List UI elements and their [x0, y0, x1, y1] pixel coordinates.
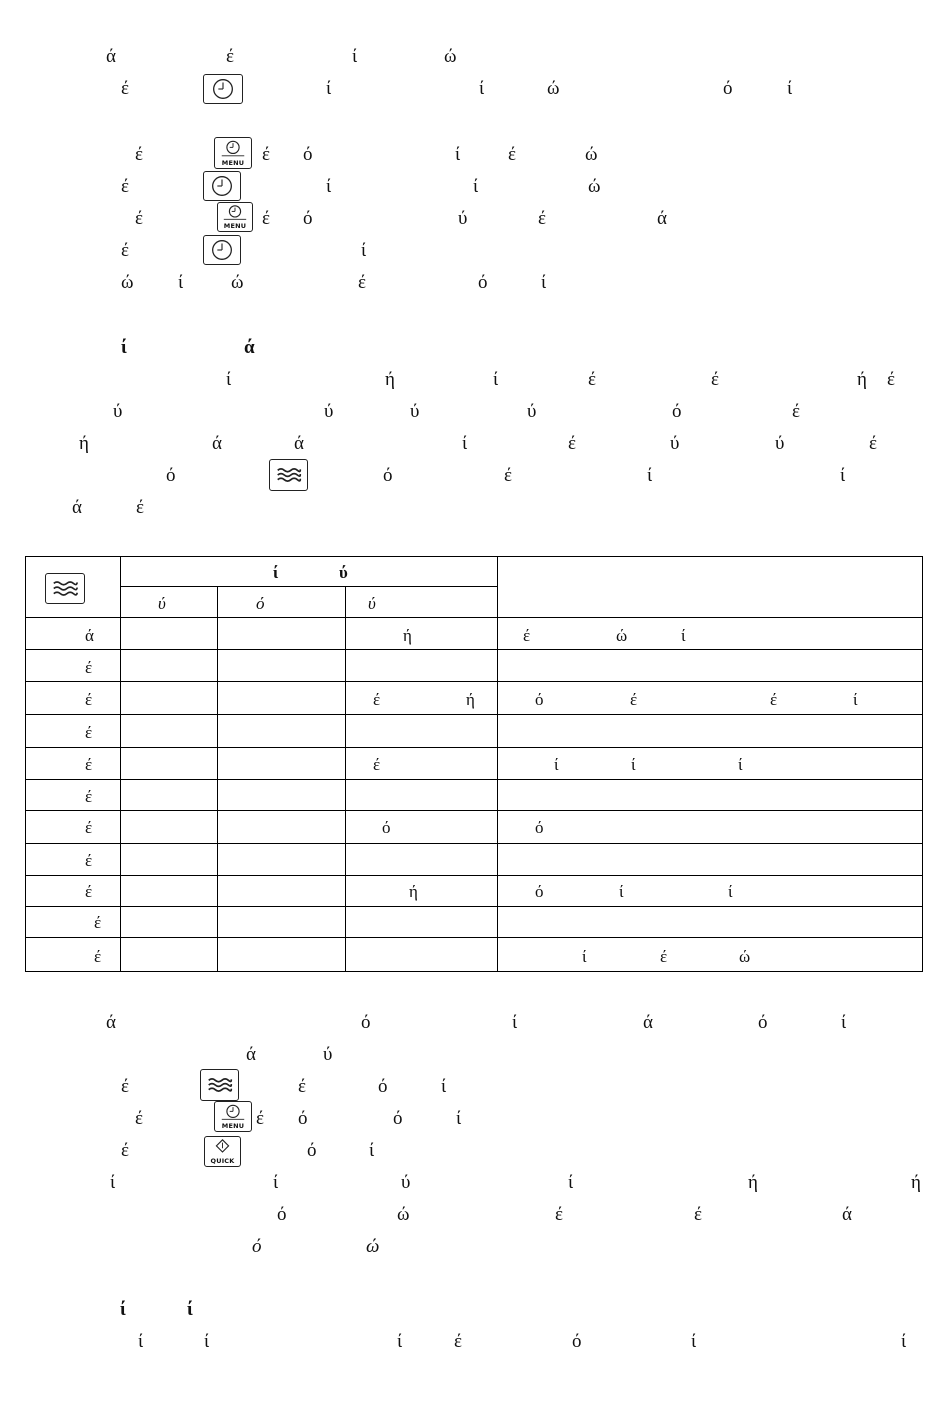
s1-line2: [0, 79, 950, 109]
wave-icon: [269, 459, 308, 491]
text-fragment: έ: [121, 176, 129, 197]
text-fragment: ό: [672, 401, 682, 422]
table-header-group: ί: [273, 563, 279, 582]
text-fragment: ί: [397, 1331, 403, 1352]
text-fragment: ώ: [121, 272, 134, 293]
text-fragment: ά: [212, 433, 222, 454]
text-fragment: ί: [647, 465, 653, 486]
text-fragment: ή: [911, 1172, 921, 1193]
table-cell: ό: [382, 818, 391, 837]
table-cell-mode: έ: [85, 818, 93, 837]
heading-fragment: ί: [120, 1299, 126, 1320]
s2-line1: [0, 370, 950, 400]
text-fragment: ί: [178, 272, 184, 293]
s1-step1: [0, 145, 950, 175]
table-cell: ί: [619, 882, 624, 901]
text-fragment: ό: [166, 465, 176, 486]
s3-step2: [0, 1109, 950, 1139]
table-border-top: [25, 556, 923, 557]
table-cell-mode: έ: [85, 755, 93, 774]
text-fragment: ί: [473, 176, 479, 197]
text-fragment: ά: [106, 46, 116, 67]
table-row-line: [25, 617, 923, 618]
text-fragment: ί: [455, 144, 461, 165]
table-cell: ί: [681, 626, 686, 645]
text-fragment: ί: [568, 1172, 574, 1193]
text-fragment: έ: [454, 1331, 462, 1352]
heading-fragment: ί: [121, 337, 127, 358]
text-fragment: ί: [456, 1108, 462, 1129]
text-fragment: ώ: [397, 1204, 410, 1225]
text-fragment: ί: [691, 1331, 697, 1352]
text-fragment: ά: [643, 1012, 653, 1033]
table-cell: ό: [535, 882, 544, 901]
text-fragment: ό: [361, 1012, 371, 1033]
text-fragment: ώ: [366, 1236, 380, 1257]
text-fragment: ύ: [113, 401, 123, 422]
text-fragment: ά: [842, 1204, 852, 1225]
text-fragment: έ: [358, 272, 366, 293]
table-subheader: ύ: [158, 594, 166, 613]
table-border-right: [922, 556, 923, 972]
s3-step3: [0, 1141, 950, 1171]
text-fragment: έ: [568, 433, 576, 454]
table-row-line: [25, 810, 923, 811]
table-cell: ή: [403, 626, 412, 645]
table-row-line: [25, 649, 923, 650]
table-subheader: ύ: [368, 594, 376, 613]
text-fragment: ί: [787, 78, 793, 99]
s1-step3: [0, 209, 950, 239]
text-fragment: ί: [369, 1140, 375, 1161]
menu-key-label: MENU: [221, 159, 245, 167]
table-cell: έ: [373, 755, 381, 774]
text-fragment: ί: [226, 369, 232, 390]
text-fragment: έ: [508, 144, 516, 165]
text-fragment: ύ: [775, 433, 785, 454]
table-row-line: [25, 843, 923, 844]
s3-line1: [0, 1013, 950, 1043]
text-fragment: ό: [383, 465, 393, 486]
table-border-left: [25, 556, 26, 972]
text-fragment: έ: [711, 369, 719, 390]
s2-line2: [0, 402, 950, 432]
text-fragment: ή: [857, 369, 867, 390]
s2-line5: [0, 498, 950, 528]
cooking-modes-table: [25, 556, 923, 972]
table-col-line: [497, 556, 498, 972]
text-fragment: ύ: [324, 401, 334, 422]
table-header-group: ύ: [339, 563, 348, 582]
s3-para1: [0, 1173, 950, 1203]
text-fragment: ί: [493, 369, 499, 390]
text-fragment: ώ: [444, 46, 457, 67]
s1-step4: [0, 241, 950, 271]
heading-fragment: ί: [187, 1299, 193, 1320]
text-fragment: ί: [273, 1172, 279, 1193]
table-row-line: [25, 937, 923, 938]
text-fragment: ί: [352, 46, 358, 67]
table-cell: ή: [409, 882, 418, 901]
table-cell: ό: [535, 818, 544, 837]
table-cell: έ: [630, 690, 638, 709]
clock-menu-icon: [214, 1101, 252, 1132]
text-fragment: ί: [901, 1331, 907, 1352]
table-cell: ί: [853, 690, 858, 709]
text-fragment: ό: [307, 1140, 317, 1161]
table-cell-mode: έ: [85, 882, 93, 901]
text-fragment: έ: [588, 369, 596, 390]
table-cell-mode: έ: [94, 947, 102, 966]
table-cell-mode: ά: [85, 626, 94, 645]
text-fragment: ό: [723, 78, 733, 99]
table-row-line: [25, 714, 923, 715]
text-fragment: έ: [555, 1204, 563, 1225]
text-fragment: ώ: [547, 78, 560, 99]
clock-icon: [203, 235, 241, 265]
clock-icon: [203, 171, 241, 201]
table-subheader: ό: [256, 594, 265, 613]
s2-heading: [0, 338, 950, 368]
quick-key-label: QUICK: [210, 1157, 235, 1165]
s3-para3: [0, 1237, 950, 1267]
wave-icon: [200, 1069, 239, 1101]
text-fragment: ύ: [670, 433, 680, 454]
text-fragment: ά: [246, 1044, 256, 1065]
text-fragment: ί: [326, 78, 332, 99]
text-fragment: έ: [135, 208, 143, 229]
table-cell: έ: [660, 947, 668, 966]
text-fragment: έ: [792, 401, 800, 422]
heading-fragment: ά: [244, 337, 255, 358]
table-cell: ί: [554, 755, 559, 774]
table-row-line: [25, 747, 923, 748]
text-fragment: έ: [538, 208, 546, 229]
clock-icon: [203, 74, 243, 104]
text-fragment: ό: [298, 1108, 308, 1129]
table-cell-mode: έ: [94, 913, 102, 932]
table-cell: ώ: [616, 626, 628, 645]
text-fragment: ί: [841, 1012, 847, 1033]
text-fragment: ό: [572, 1331, 582, 1352]
s3-step1: [0, 1077, 950, 1107]
text-fragment: ώ: [585, 144, 598, 165]
table-cell: ί: [582, 947, 587, 966]
text-fragment: ί: [512, 1012, 518, 1033]
table-cell: ό: [535, 690, 544, 709]
s1-step2: [0, 177, 950, 207]
table-row-line: [25, 906, 923, 907]
text-fragment: ώ: [231, 272, 244, 293]
text-fragment: έ: [694, 1204, 702, 1225]
menu-key-label: MENU: [223, 222, 247, 230]
table-cell: ί: [728, 882, 733, 901]
text-fragment: ύ: [527, 401, 537, 422]
table-row-line: [25, 779, 923, 780]
table-cell: έ: [770, 690, 778, 709]
text-fragment: ί: [479, 78, 485, 99]
text-fragment: ύ: [401, 1172, 411, 1193]
text-fragment: έ: [298, 1076, 306, 1097]
text-fragment: ή: [748, 1172, 758, 1193]
text-fragment: ό: [378, 1076, 388, 1097]
s3-line2: [0, 1045, 950, 1075]
wave-icon: [45, 573, 85, 604]
table-cell-mode: έ: [85, 723, 93, 742]
text-fragment: ί: [462, 433, 468, 454]
text-fragment: έ: [262, 208, 270, 229]
text-fragment: ί: [840, 465, 846, 486]
clock-menu-icon: [214, 137, 252, 169]
text-fragment: έ: [121, 240, 129, 261]
text-fragment: ά: [294, 433, 304, 454]
text-fragment: ή: [79, 433, 89, 454]
text-fragment: ά: [657, 208, 667, 229]
table-cell: ή: [466, 690, 475, 709]
clock-menu-icon: [217, 202, 253, 232]
text-fragment: ά: [72, 497, 82, 518]
s1-step5: [0, 273, 950, 303]
text-fragment: ό: [758, 1012, 768, 1033]
s3-para2: [0, 1205, 950, 1235]
menu-key-label: MENU: [221, 1122, 245, 1130]
table-cell-mode: έ: [85, 690, 93, 709]
table-cell-mode: έ: [85, 851, 93, 870]
text-fragment: έ: [121, 1140, 129, 1161]
table-row-line: [25, 875, 923, 876]
text-fragment: ό: [303, 144, 313, 165]
text-fragment: ί: [138, 1331, 144, 1352]
text-fragment: έ: [887, 369, 895, 390]
table-header-divider: [120, 586, 497, 587]
text-fragment: ί: [361, 240, 367, 261]
text-fragment: ό: [478, 272, 488, 293]
table-cell-mode: έ: [85, 787, 93, 806]
s2-line4: [0, 466, 950, 496]
text-fragment: έ: [869, 433, 877, 454]
table-cell-mode: έ: [85, 658, 93, 677]
text-fragment: ό: [277, 1204, 287, 1225]
text-fragment: ύ: [323, 1044, 333, 1065]
table-cell: ί: [738, 755, 743, 774]
text-fragment: ό: [252, 1236, 262, 1257]
text-fragment: ώ: [588, 176, 601, 197]
text-fragment: ύ: [458, 208, 468, 229]
table-cell: έ: [373, 690, 381, 709]
s4-heading: [0, 1300, 950, 1330]
text-fragment: έ: [135, 1108, 143, 1129]
text-fragment: ό: [303, 208, 313, 229]
s4-line: [0, 1332, 950, 1362]
start-quick-icon: [204, 1136, 241, 1167]
table-cell: έ: [523, 626, 531, 645]
text-fragment: έ: [226, 46, 234, 67]
text-fragment: ύ: [410, 401, 420, 422]
s2-line3: [0, 434, 950, 464]
text-fragment: έ: [136, 497, 144, 518]
text-fragment: ό: [393, 1108, 403, 1129]
table-border-bottom: [25, 971, 923, 972]
s1-line1: [0, 47, 950, 77]
text-fragment: ί: [110, 1172, 116, 1193]
text-fragment: έ: [504, 465, 512, 486]
text-fragment: έ: [256, 1108, 264, 1129]
table-cell: ί: [631, 755, 636, 774]
text-fragment: έ: [135, 144, 143, 165]
text-fragment: ί: [441, 1076, 447, 1097]
text-fragment: έ: [121, 1076, 129, 1097]
text-fragment: ή: [385, 369, 395, 390]
text-fragment: ά: [106, 1012, 116, 1033]
text-fragment: έ: [121, 78, 129, 99]
text-fragment: έ: [262, 144, 270, 165]
text-fragment: ί: [541, 272, 547, 293]
table-cell: ώ: [739, 947, 751, 966]
text-fragment: ί: [326, 176, 332, 197]
table-row-line: [25, 681, 923, 682]
table-col-line: [120, 556, 121, 972]
text-fragment: ί: [204, 1331, 210, 1352]
